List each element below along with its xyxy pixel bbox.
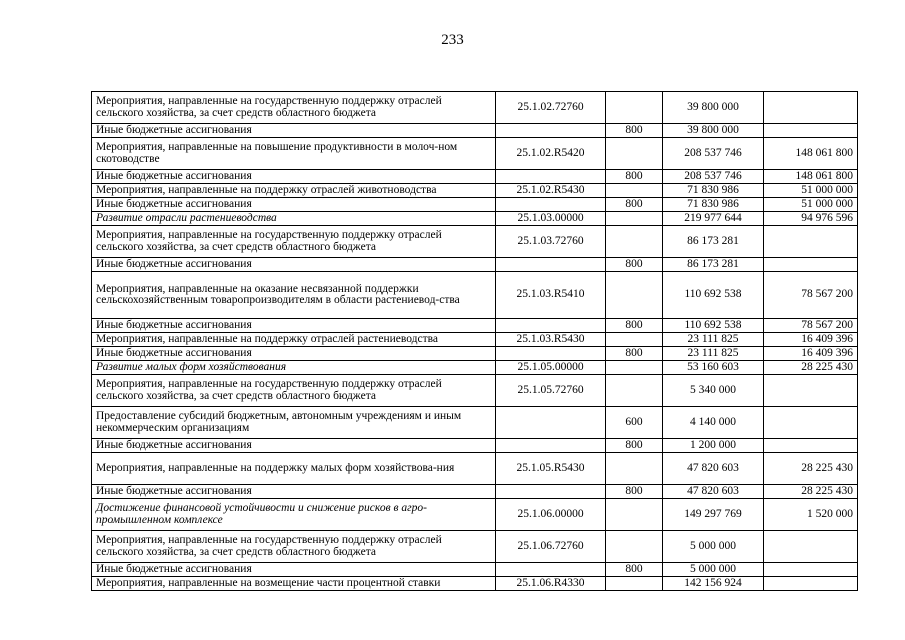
table-row [92, 375, 858, 407]
table-row [92, 563, 858, 577]
table-row [92, 184, 858, 198]
amount-1-cell: 86 173 281 [663, 226, 764, 258]
target-code-cell: 25.1.06.00000 [496, 499, 606, 531]
table-row [92, 485, 858, 499]
expense-type-cell: 800 [606, 439, 663, 453]
target-code-cell: 25.1.05.R5430 [496, 453, 606, 485]
table-row [92, 319, 858, 333]
item-name-cell: Иные бюджетные ассигнования [92, 347, 496, 361]
amount-2-cell: 28 225 430 [764, 361, 858, 375]
amount-1-cell: 23 111 825 [663, 347, 764, 361]
budget-table-body [92, 92, 858, 591]
expense-type-cell: 800 [606, 124, 663, 138]
item-name-cell: Иные бюджетные ассигнования [92, 563, 496, 577]
expense-type-cell [606, 226, 663, 258]
amount-2-cell: 148 061 800 [764, 170, 858, 184]
target-code-cell: 25.1.03.R5410 [496, 272, 606, 319]
target-code-cell: 25.1.06.72760 [496, 531, 606, 563]
expense-type-cell [606, 272, 663, 319]
amount-1-cell: 142 156 924 [663, 577, 764, 591]
page-number: 233 [441, 32, 464, 48]
table-row [92, 258, 858, 272]
target-code-cell: 25.1.02.72760 [496, 92, 606, 124]
target-code-cell: 25.1.05.00000 [496, 361, 606, 375]
amount-2-cell: 51 000 000 [764, 198, 858, 212]
amount-2-cell: 1 520 000 [764, 499, 858, 531]
amount-2-cell: 28 225 430 [764, 453, 858, 485]
expense-type-cell [606, 92, 663, 124]
table-row [92, 138, 858, 170]
expense-type-cell: 600 [606, 407, 663, 439]
target-code-cell [496, 170, 606, 184]
amount-2-cell [764, 258, 858, 272]
target-code-cell: 25.1.05.72760 [496, 375, 606, 407]
item-name-cell: Иные бюджетные ассигнования [92, 124, 496, 138]
target-code-cell [496, 319, 606, 333]
table-row [92, 439, 858, 453]
table-row [92, 226, 858, 258]
item-name-cell: Иные бюджетные ассигнования [92, 198, 496, 212]
item-name-cell: Мероприятия, направленные на оказание несвязанной поддержки сельскохозяйственным товаропроизводителям в области растениевод-ства [92, 272, 496, 319]
amount-1-cell: 208 537 746 [663, 138, 764, 170]
amount-1-cell: 5 000 000 [663, 563, 764, 577]
expense-type-cell [606, 184, 663, 198]
item-name-cell: Мероприятия, направленные на поддержку отраслей растениеводства [92, 333, 496, 347]
target-code-cell: 25.1.03.R5430 [496, 333, 606, 347]
amount-1-cell: 208 537 746 [663, 170, 764, 184]
target-code-cell: 25.1.02.R5420 [496, 138, 606, 170]
target-code-cell: 25.1.03.00000 [496, 212, 606, 226]
amount-2-cell [764, 577, 858, 591]
expense-type-cell: 800 [606, 170, 663, 184]
amount-1-cell: 53 160 603 [663, 361, 764, 375]
amount-1-cell: 149 297 769 [663, 499, 764, 531]
target-code-cell [496, 198, 606, 212]
expense-type-cell [606, 138, 663, 170]
amount-2-cell [764, 531, 858, 563]
amount-2-cell: 94 976 596 [764, 212, 858, 226]
amount-1-cell: 5 000 000 [663, 531, 764, 563]
table-row [92, 347, 858, 361]
target-code-cell [496, 407, 606, 439]
amount-2-cell [764, 92, 858, 124]
target-code-cell [496, 439, 606, 453]
amount-1-cell: 110 692 538 [663, 272, 764, 319]
amount-2-cell [764, 439, 858, 453]
expense-type-cell [606, 577, 663, 591]
amount-2-cell [764, 375, 858, 407]
amount-1-cell: 86 173 281 [663, 258, 764, 272]
item-name-cell: Мероприятия, направленные на повышение продуктивности в молоч-ном скотоводстве [92, 138, 496, 170]
item-name-cell: Мероприятия, направленные на государственную поддержку отраслей сельского хозяйства, за счет средств областного бюджета [92, 226, 496, 258]
table-row [92, 361, 858, 375]
expense-type-cell [606, 453, 663, 485]
amount-2-cell: 78 567 200 [764, 319, 858, 333]
amount-2-cell: 16 409 396 [764, 347, 858, 361]
table-row [92, 577, 858, 591]
target-code-cell [496, 347, 606, 361]
amount-1-cell: 23 111 825 [663, 333, 764, 347]
amount-2-cell [764, 407, 858, 439]
expense-type-cell [606, 361, 663, 375]
expense-type-cell [606, 375, 663, 407]
amount-2-cell [764, 226, 858, 258]
item-name-cell: Мероприятия, направленные на возмещение части процентной ставки [92, 577, 496, 591]
target-code-cell: 25.1.03.72760 [496, 226, 606, 258]
amount-1-cell: 47 820 603 [663, 485, 764, 499]
amount-2-cell: 148 061 800 [764, 138, 858, 170]
table-row [92, 92, 858, 124]
amount-2-cell: 16 409 396 [764, 333, 858, 347]
target-code-cell [496, 485, 606, 499]
item-name-cell: Мероприятия, направленные на государственную поддержку отраслей сельского хозяйства, за счет средств областного бюджета [92, 531, 496, 563]
item-name-cell: Мероприятия, направленные на государственную поддержку отраслей сельского хозяйства, за счет средств областного бюджета [92, 92, 496, 124]
amount-1-cell: 71 830 986 [663, 198, 764, 212]
amount-1-cell: 47 820 603 [663, 453, 764, 485]
amount-1-cell: 4 140 000 [663, 407, 764, 439]
expense-type-cell [606, 499, 663, 531]
table-row [92, 407, 858, 439]
amount-1-cell: 5 340 000 [663, 375, 764, 407]
target-code-cell: 25.1.02.R5430 [496, 184, 606, 198]
table-row [92, 198, 858, 212]
table-row [92, 272, 858, 319]
amount-2-cell: 28 225 430 [764, 485, 858, 499]
table-row [92, 170, 858, 184]
item-name-cell: Иные бюджетные ассигнования [92, 258, 496, 272]
amount-1-cell: 71 830 986 [663, 184, 764, 198]
amount-2-cell [764, 124, 858, 138]
amount-2-cell [764, 563, 858, 577]
target-code-cell [496, 563, 606, 577]
amount-1-cell: 1 200 000 [663, 439, 764, 453]
amount-2-cell: 78 567 200 [764, 272, 858, 319]
table-row [92, 453, 858, 485]
table-row [92, 499, 858, 531]
item-name-cell: Мероприятия, направленные на государственную поддержку отраслей сельского хозяйства, за счет средств областного бюджета [92, 375, 496, 407]
item-name-cell: Развитие отрасли растениеводства [92, 212, 496, 226]
item-name-cell: Предоставление субсидий бюджетным, автономным учреждениям и иным некоммерческим организациям [92, 407, 496, 439]
item-name-cell: Иные бюджетные ассигнования [92, 485, 496, 499]
amount-1-cell: 39 800 000 [663, 92, 764, 124]
amount-2-cell: 51 000 000 [764, 184, 858, 198]
item-name-cell: Мероприятия, направленные на поддержку малых форм хозяйствова-ния [92, 453, 496, 485]
item-name-cell: Иные бюджетные ассигнования [92, 170, 496, 184]
expense-type-cell: 800 [606, 258, 663, 272]
item-name-cell: Иные бюджетные ассигнования [92, 319, 496, 333]
target-code-cell [496, 124, 606, 138]
budget-table [91, 91, 858, 591]
table-row [92, 333, 858, 347]
target-code-cell [496, 258, 606, 272]
item-name-cell: Достижение финансовой устойчивости и снижение рисков в агро-промышленном комплексе [92, 499, 496, 531]
table-row [92, 124, 858, 138]
expense-type-cell [606, 333, 663, 347]
amount-1-cell: 110 692 538 [663, 319, 764, 333]
item-name-cell: Развитие малых форм хозяйствования [92, 361, 496, 375]
item-name-cell: Иные бюджетные ассигнования [92, 439, 496, 453]
expense-type-cell: 800 [606, 198, 663, 212]
table-row [92, 531, 858, 563]
amount-1-cell: 219 977 644 [663, 212, 764, 226]
expense-type-cell: 800 [606, 319, 663, 333]
expense-type-cell: 800 [606, 485, 663, 499]
item-name-cell: Мероприятия, направленные на поддержку отраслей животноводства [92, 184, 496, 198]
table-row [92, 212, 858, 226]
amount-1-cell: 39 800 000 [663, 124, 764, 138]
expense-type-cell: 800 [606, 563, 663, 577]
expense-type-cell: 800 [606, 347, 663, 361]
target-code-cell: 25.1.06.R4330 [496, 577, 606, 591]
expense-type-cell [606, 531, 663, 563]
expense-type-cell [606, 212, 663, 226]
